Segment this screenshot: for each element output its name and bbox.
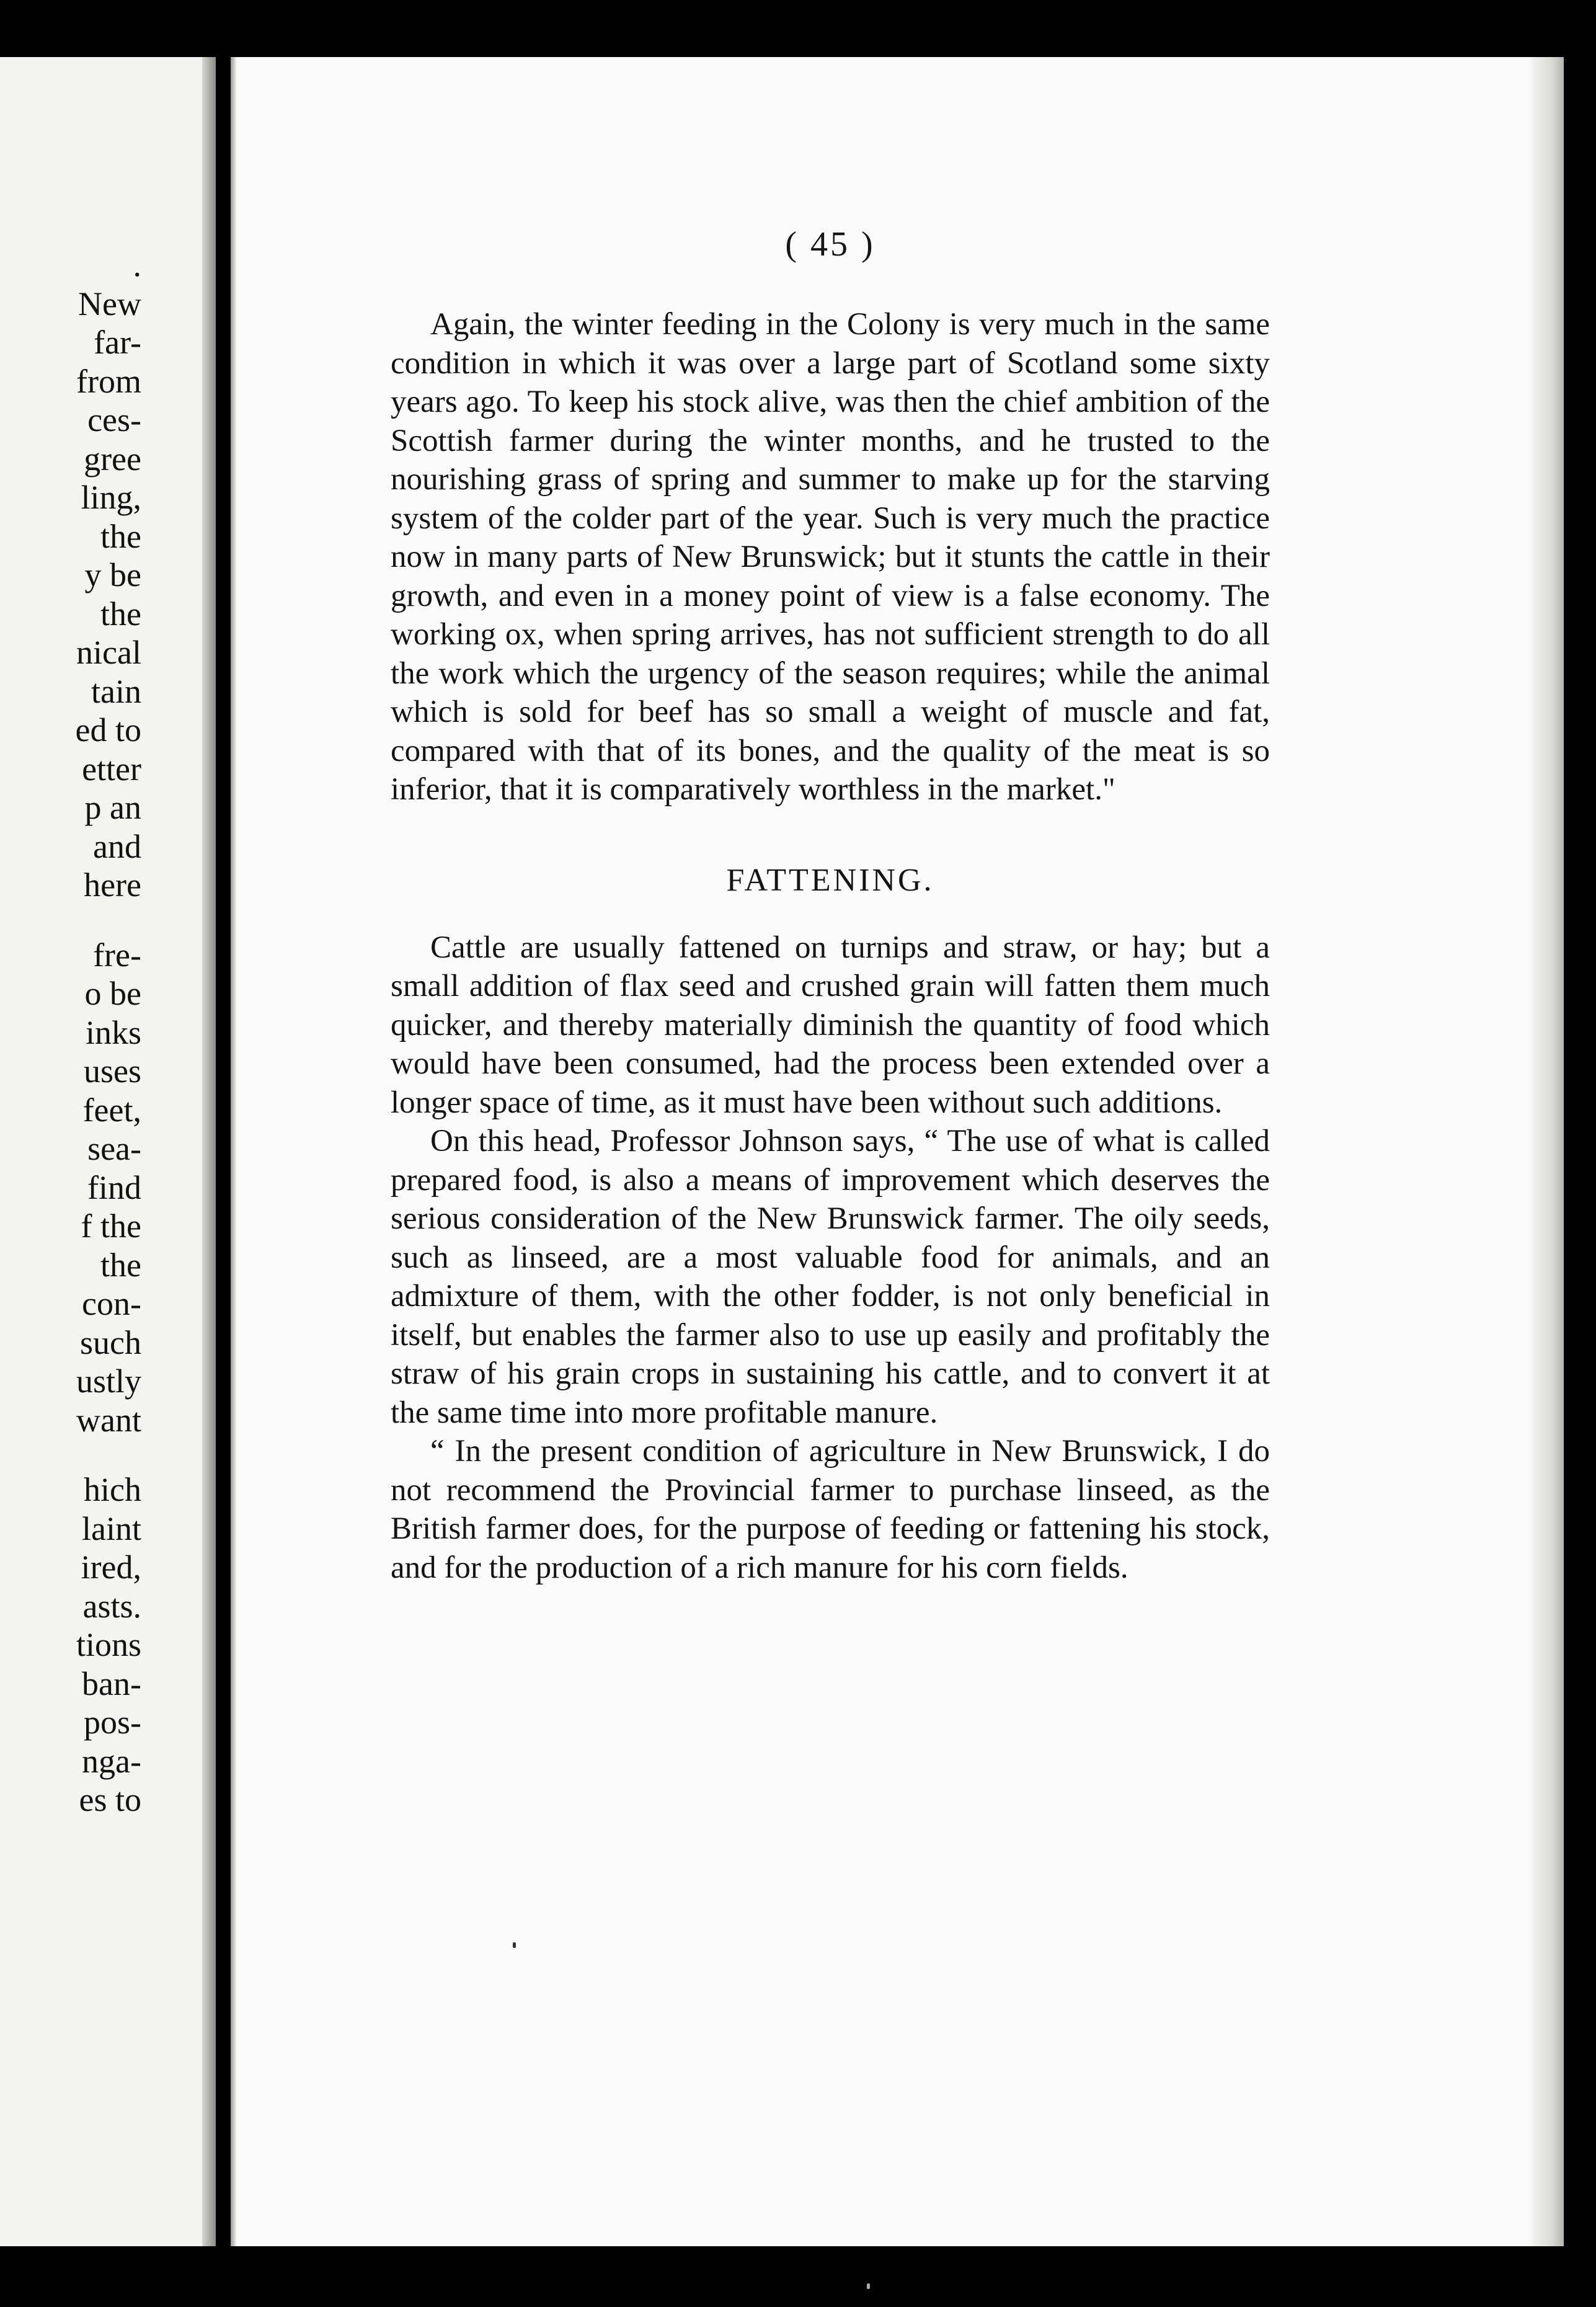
paragraph: Again, the winter feeding in the Colony is very much in the same condition in which it was over a large part of Scotland some sixty years ago. To keep his stock alive, was then the chief ambition of the Scottish farmer during the winter months, and he trusted to the nourishing grass of spring and summer to make up for the starving system of the colder part of the year. Such is very much the practice now in many parts of New Brunswick; but it stunts the cattle in their growth, and even in a money point of view is a false economy. The working ox, when spring arrives, has not sufficient strength to do all the work which the urgency of the season requires; while the animal which is sold for beef has so small a weight of muscle and fat, compared with that of its bones, and the quality of the meat is so inferior, that it is comparatively worthless in the market." <box>391 307 1270 807</box>
print-speck <box>513 1942 516 1948</box>
facing-page-fragment: uses <box>84 1052 141 1090</box>
facing-page-fragment: tain <box>91 672 141 710</box>
facing-page-fragment: nical <box>76 634 141 671</box>
facing-page-fragment: laint <box>82 1509 141 1547</box>
facing-page-fragment: con- <box>82 1285 141 1322</box>
facing-page-fragment: tions <box>76 1626 141 1663</box>
facing-page-fragment: gree <box>84 440 141 478</box>
facing-page-fragment: the <box>100 595 141 633</box>
facing-page-fragment: ired, <box>81 1549 141 1586</box>
facing-page-fragment: from <box>76 362 141 400</box>
facing-page-fragment: far- <box>94 324 141 361</box>
facing-page-fragment: ces- <box>87 401 141 438</box>
facing-page-fragment: etter <box>82 750 141 788</box>
facing-page-fragment: ed to <box>75 711 141 749</box>
facing-page-fragment: es to <box>79 1781 141 1818</box>
facing-page-fragment: f the <box>81 1207 141 1245</box>
page <box>231 57 1564 2246</box>
paragraph: On this head, Professor Johnson says, “ The use of what is called prepared food, is also a means of improvement which deserves the serious consideration of the New Brunswick farmer. The oily seeds, such as linseed, are a most valuable food for animals, and an admixture of them, with the other fodder, is not only beneficial in itself, but enables the farmer also to use up easily and profitably the straw of his grain crops in sustaining his cattle, and to convert it at the same time into more profitable manure. <box>391 1124 1270 1430</box>
facing-page-fragment: and <box>93 827 141 865</box>
facing-page-fragment: inks <box>85 1013 141 1051</box>
facing-page-fragment: the <box>100 517 141 555</box>
facing-page-fragment: y be <box>84 556 141 593</box>
facing-page <box>0 57 216 2246</box>
facing-page-fragment: asts. <box>82 1587 141 1625</box>
facing-page-fragment: sea- <box>87 1130 141 1167</box>
facing-page-fragment: feet, <box>82 1091 141 1129</box>
facing-page-fragment: o be <box>84 975 141 1012</box>
page-outer-edge <box>1527 57 1564 2246</box>
page-number: ( 45 ) <box>785 225 876 264</box>
book-gutter <box>202 57 216 2246</box>
section-heading: FATTENING. <box>726 862 934 898</box>
facing-page-fragment: . <box>133 246 141 283</box>
page-inner-edge <box>231 57 237 2246</box>
facing-page-fragment: want <box>76 1401 141 1439</box>
scan-speck <box>867 2283 870 2289</box>
facing-page-fragment: the <box>100 1246 141 1284</box>
facing-page-fragment: hich <box>84 1471 141 1508</box>
facing-page-fragment: pos- <box>84 1704 141 1741</box>
facing-page-fragment: ban- <box>82 1665 141 1702</box>
facing-page-fragment: p an <box>84 789 141 826</box>
facing-page-fragment: ustly <box>76 1362 141 1400</box>
paragraph: “ In the present condition of agriculture in New Brunswick, I do not recommend the Provincial farmer to purchase linseed, as the British farmer does, for the purpose of feeding or fattening his stock, and for the production of a rich manure for his corn fields. <box>391 1434 1270 1585</box>
facing-page-fragment: find <box>87 1168 141 1206</box>
facing-page-fragment: such <box>80 1323 141 1361</box>
facing-page-fragment: New <box>78 285 141 322</box>
facing-page-fragment: nga- <box>82 1742 141 1780</box>
facing-page-fragment: fre- <box>93 936 141 974</box>
facing-page-fragment: here <box>84 866 141 904</box>
page-body <box>391 220 1270 1587</box>
facing-page-fragment: ling, <box>81 479 141 516</box>
paragraph: Cattle are usually fattened on turnips and straw, or hay; but a small addition of flax seed and crushed grain will fatten them much quicker, and thereby materially diminish the quantity of food which would have been consumed, had the process been extended over a longer space of time, as it must have been without such additions. <box>391 930 1270 1120</box>
